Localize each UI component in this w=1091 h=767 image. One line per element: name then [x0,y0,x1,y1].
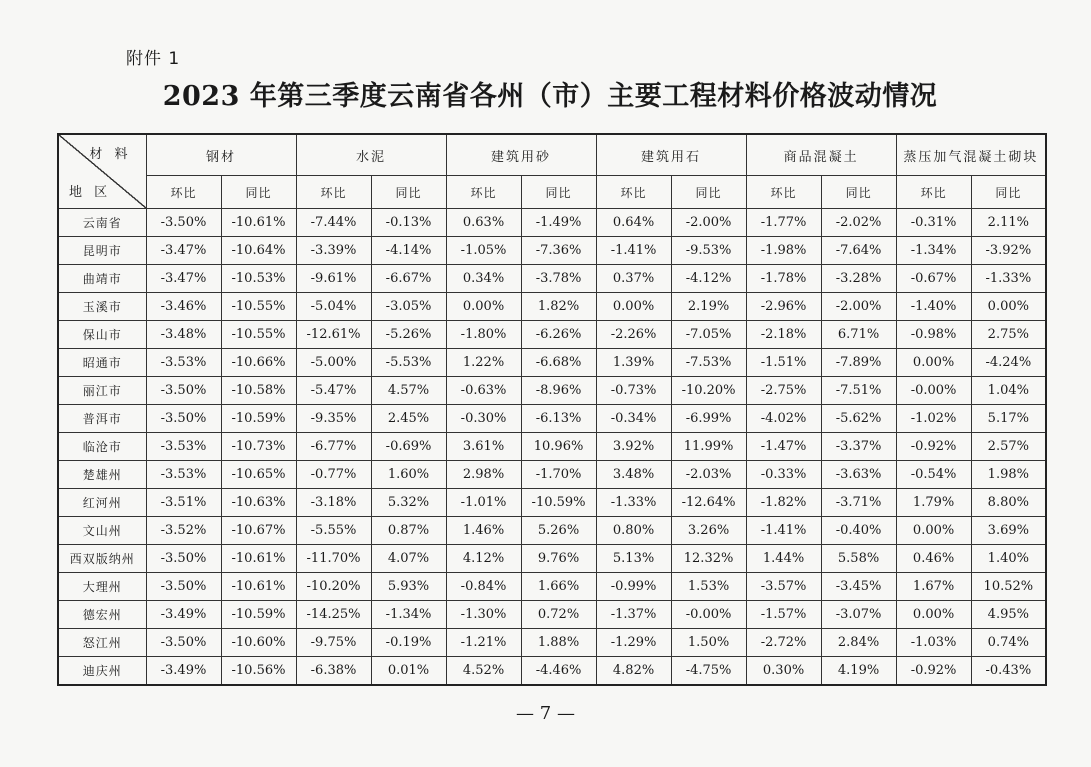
region-cell: 红河州 [58,489,146,517]
table-row [58,461,1046,489]
value-cell: -1.41% [596,237,671,265]
value-cell: -5.47% [296,377,371,405]
value-cell: 0.34% [446,265,521,293]
value-cell: -1.80% [446,321,521,349]
value-cell: -3.28% [821,265,896,293]
region-cell: 临沧市 [58,433,146,461]
sub-header-yoy: 同比 [221,176,296,209]
table-row [58,293,1046,321]
value-cell: -10.63% [221,489,296,517]
value-cell: -4.12% [671,265,746,293]
value-cell: 2.84% [821,629,896,657]
value-cell: 1.44% [746,545,821,573]
value-cell: -1.98% [746,237,821,265]
value-cell: -10.61% [221,209,296,237]
value-cell: 10.96% [521,433,596,461]
sub-header-yoy: 同比 [821,176,896,209]
value-cell: 11.99% [671,433,746,461]
value-cell: -1.70% [521,461,596,489]
value-cell: 4.95% [971,601,1046,629]
value-cell: -1.02% [896,405,971,433]
region-cell: 云南省 [58,209,146,237]
value-cell: -10.59% [521,489,596,517]
value-cell: -1.51% [746,349,821,377]
value-cell: 1.53% [671,573,746,601]
sub-header-mom: 环比 [146,176,221,209]
value-cell: 1.66% [521,573,596,601]
value-cell: -2.02% [821,209,896,237]
value-cell: -7.05% [671,321,746,349]
value-cell: 5.26% [521,517,596,545]
value-cell: -1.03% [896,629,971,657]
sub-header-mom: 环比 [746,176,821,209]
value-cell: -6.38% [296,657,371,686]
value-cell: -4.02% [746,405,821,433]
region-cell: 昆明市 [58,237,146,265]
sub-header-row [58,176,1046,209]
value-cell: -2.96% [746,293,821,321]
value-cell: -1.34% [371,601,446,629]
value-cell: -0.34% [596,405,671,433]
value-cell: 2.45% [371,405,446,433]
value-cell: -1.82% [746,489,821,517]
value-cell: 3.48% [596,461,671,489]
value-cell: -3.39% [296,237,371,265]
region-cell: 大理州 [58,573,146,601]
value-cell: -9.35% [296,405,371,433]
value-cell: -7.89% [821,349,896,377]
value-cell: -4.14% [371,237,446,265]
value-cell: -3.47% [146,265,221,293]
value-cell: 3.92% [596,433,671,461]
value-cell: -0.69% [371,433,446,461]
material-header: 水泥 [296,134,446,176]
value-cell: 4.12% [446,545,521,573]
value-cell: -10.60% [221,629,296,657]
value-cell: 1.60% [371,461,446,489]
value-cell: 10.52% [971,573,1046,601]
sub-header-mom: 环比 [446,176,521,209]
value-cell: -14.25% [296,601,371,629]
value-cell: -3.37% [821,433,896,461]
value-cell: 0.72% [521,601,596,629]
value-cell: 0.00% [446,293,521,321]
value-cell: -1.29% [596,629,671,657]
value-cell: -0.92% [896,433,971,461]
value-cell: -6.99% [671,405,746,433]
value-cell: -7.51% [821,377,896,405]
material-header: 钢材 [146,134,296,176]
value-cell: -2.03% [671,461,746,489]
corner-header-cell [58,134,146,209]
value-cell: -5.55% [296,517,371,545]
value-cell: 5.17% [971,405,1046,433]
value-cell: -3.07% [821,601,896,629]
value-cell: -3.71% [821,489,896,517]
value-cell: -3.50% [146,573,221,601]
material-header: 建筑用砂 [446,134,596,176]
value-cell: -12.64% [671,489,746,517]
value-cell: 1.82% [521,293,596,321]
value-cell: 1.79% [896,489,971,517]
value-cell: -12.61% [296,321,371,349]
value-cell: -3.52% [146,517,221,545]
value-cell: -0.99% [596,573,671,601]
value-cell: -10.20% [296,573,371,601]
value-cell: -7.64% [821,237,896,265]
value-cell: 1.04% [971,377,1046,405]
value-cell: -6.26% [521,321,596,349]
value-cell: -0.43% [971,657,1046,686]
value-cell: 1.98% [971,461,1046,489]
value-cell: -0.63% [446,377,521,405]
table-row [58,377,1046,405]
value-cell: -9.75% [296,629,371,657]
value-cell: -0.33% [746,461,821,489]
table-row [58,405,1046,433]
value-cell: -0.73% [596,377,671,405]
table-row [58,209,1046,237]
value-cell: 3.61% [446,433,521,461]
table-row [58,601,1046,629]
value-cell: -10.66% [221,349,296,377]
value-cell: 0.46% [896,545,971,573]
value-cell: -1.57% [746,601,821,629]
value-cell: -6.13% [521,405,596,433]
value-cell: -7.53% [671,349,746,377]
value-cell: -1.01% [446,489,521,517]
table-body [58,209,1046,686]
value-cell: -10.61% [221,545,296,573]
value-cell: 0.00% [896,601,971,629]
document-title: 2023 年第三季度云南省各州（市）主要工程材料价格波动情况 [162,81,938,112]
value-cell: -10.59% [221,601,296,629]
value-cell: -6.67% [371,265,446,293]
value-cell: -5.62% [821,405,896,433]
value-cell: 2.75% [971,321,1046,349]
value-cell: -3.46% [146,293,221,321]
corner-region-label: 地 区 [69,185,112,200]
value-cell: 0.01% [371,657,446,686]
corner-material-label: 材 料 [89,147,132,162]
value-cell: -4.24% [971,349,1046,377]
region-cell: 怒江州 [58,629,146,657]
region-cell: 保山市 [58,321,146,349]
value-cell: -3.78% [521,265,596,293]
value-cell: -9.53% [671,237,746,265]
value-cell: 0.87% [371,517,446,545]
value-cell: 1.46% [446,517,521,545]
value-cell: -10.59% [221,405,296,433]
value-cell: 1.39% [596,349,671,377]
value-cell: -1.05% [446,237,521,265]
value-cell: 4.52% [446,657,521,686]
value-cell: -0.67% [896,265,971,293]
value-cell: 6.71% [821,321,896,349]
region-cell: 迪庆州 [58,657,146,686]
value-cell: -0.98% [896,321,971,349]
table-row [58,321,1046,349]
value-cell: -2.00% [821,293,896,321]
value-cell: 1.88% [521,629,596,657]
value-cell: 0.37% [596,265,671,293]
value-cell: 0.80% [596,517,671,545]
value-cell: 9.76% [521,545,596,573]
value-cell: -5.26% [371,321,446,349]
value-cell: 1.40% [971,545,1046,573]
sub-header-mom: 环比 [896,176,971,209]
value-cell: 2.98% [446,461,521,489]
region-cell: 普洱市 [58,405,146,433]
value-cell: -8.96% [521,377,596,405]
region-cell: 玉溪市 [58,293,146,321]
value-cell: -0.92% [896,657,971,686]
value-cell: 0.74% [971,629,1046,657]
value-cell: -10.56% [221,657,296,686]
value-cell: -4.75% [671,657,746,686]
value-cell: -10.64% [221,237,296,265]
value-cell: -5.53% [371,349,446,377]
value-cell: -10.73% [221,433,296,461]
price-fluctuation-table [57,133,1047,686]
value-cell: -3.48% [146,321,221,349]
value-cell: -9.61% [296,265,371,293]
value-cell: 5.13% [596,545,671,573]
value-cell: -1.33% [596,489,671,517]
value-cell: 12.32% [671,545,746,573]
value-cell: -1.34% [896,237,971,265]
value-cell: -1.49% [521,209,596,237]
value-cell: 0.00% [971,293,1046,321]
value-cell: -3.49% [146,657,221,686]
material-header: 蒸压加气混凝土砌块 [896,134,1046,176]
sub-header-mom: 环比 [296,176,371,209]
page-number: — 7 — [516,703,575,724]
value-cell: -0.54% [896,461,971,489]
value-cell: -10.65% [221,461,296,489]
table-row [58,517,1046,545]
value-cell: 4.19% [821,657,896,686]
value-cell: -2.75% [746,377,821,405]
value-cell: -3.57% [746,573,821,601]
value-cell: -3.50% [146,209,221,237]
table-row [58,489,1046,517]
value-cell: -0.84% [446,573,521,601]
value-cell: -10.67% [221,517,296,545]
value-cell: 0.64% [596,209,671,237]
value-cell: 1.50% [671,629,746,657]
value-cell: -2.18% [746,321,821,349]
sub-header-yoy: 同比 [671,176,746,209]
sub-header-mom: 环比 [596,176,671,209]
value-cell: -3.51% [146,489,221,517]
value-cell: 0.63% [446,209,521,237]
value-cell: -0.77% [296,461,371,489]
value-cell: -1.21% [446,629,521,657]
material-header: 商品混凝土 [746,134,896,176]
value-cell: 0.00% [596,293,671,321]
value-cell: 5.58% [821,545,896,573]
value-cell: -5.00% [296,349,371,377]
value-cell: -5.04% [296,293,371,321]
material-header: 建筑用石 [596,134,746,176]
attachment-label: 附件 1 [126,49,181,69]
value-cell: -3.63% [821,461,896,489]
value-cell: 0.00% [896,349,971,377]
table-row [58,629,1046,657]
region-cell: 楚雄州 [58,461,146,489]
value-cell: -0.00% [896,377,971,405]
value-cell: -11.70% [296,545,371,573]
value-cell: -10.58% [221,377,296,405]
sub-header-yoy: 同比 [521,176,596,209]
value-cell: -3.50% [146,405,221,433]
value-cell: -3.18% [296,489,371,517]
value-cell: -10.20% [671,377,746,405]
region-cell: 西双版纳州 [58,545,146,573]
value-cell: -10.55% [221,293,296,321]
value-cell: -10.53% [221,265,296,293]
value-cell: 0.30% [746,657,821,686]
value-cell: -1.37% [596,601,671,629]
value-cell: 8.80% [971,489,1046,517]
value-cell: 0.00% [896,517,971,545]
value-cell: -0.13% [371,209,446,237]
value-cell: -0.19% [371,629,446,657]
table-row [58,237,1046,265]
value-cell: 3.26% [671,517,746,545]
value-cell: -1.78% [746,265,821,293]
value-cell: 5.32% [371,489,446,517]
value-cell: -3.45% [821,573,896,601]
value-cell: -2.26% [596,321,671,349]
value-cell: -3.47% [146,237,221,265]
table-row [58,433,1046,461]
value-cell: -7.44% [296,209,371,237]
value-cell: -1.33% [971,265,1046,293]
table-row [58,265,1046,293]
value-cell: -10.55% [221,321,296,349]
region-cell: 文山州 [58,517,146,545]
value-cell: -6.77% [296,433,371,461]
value-cell: -3.53% [146,433,221,461]
region-cell: 德宏州 [58,601,146,629]
table-row [58,657,1046,686]
value-cell: -3.53% [146,349,221,377]
value-cell: 5.93% [371,573,446,601]
value-cell: -2.00% [671,209,746,237]
value-cell: -0.40% [821,517,896,545]
value-cell: -3.50% [146,629,221,657]
value-cell: 4.57% [371,377,446,405]
region-cell: 曲靖市 [58,265,146,293]
value-cell: -3.50% [146,545,221,573]
value-cell: -6.68% [521,349,596,377]
region-cell: 丽江市 [58,377,146,405]
value-cell: -3.53% [146,461,221,489]
value-cell: -7.36% [521,237,596,265]
value-cell: 1.22% [446,349,521,377]
value-cell: -2.72% [746,629,821,657]
table-row [58,349,1046,377]
sub-header-yoy: 同比 [971,176,1046,209]
material-header-row [58,134,1046,176]
table-row [58,545,1046,573]
value-cell: 2.11% [971,209,1046,237]
value-cell: 4.07% [371,545,446,573]
value-cell: -0.00% [671,601,746,629]
value-cell: -3.50% [146,377,221,405]
value-cell: -1.30% [446,601,521,629]
value-cell: -3.92% [971,237,1046,265]
value-cell: -0.30% [446,405,521,433]
value-cell: -3.05% [371,293,446,321]
value-cell: 2.19% [671,293,746,321]
region-cell: 昭通市 [58,349,146,377]
value-cell: -3.49% [146,601,221,629]
value-cell: 3.69% [971,517,1046,545]
value-cell: -10.61% [221,573,296,601]
value-cell: -1.77% [746,209,821,237]
value-cell: 4.82% [596,657,671,686]
value-cell: -1.41% [746,517,821,545]
value-cell: -4.46% [521,657,596,686]
value-cell: -1.47% [746,433,821,461]
sub-header-yoy: 同比 [371,176,446,209]
value-cell: -0.31% [896,209,971,237]
value-cell: 1.67% [896,573,971,601]
table-row [58,573,1046,601]
value-cell: -1.40% [896,293,971,321]
value-cell: 2.57% [971,433,1046,461]
